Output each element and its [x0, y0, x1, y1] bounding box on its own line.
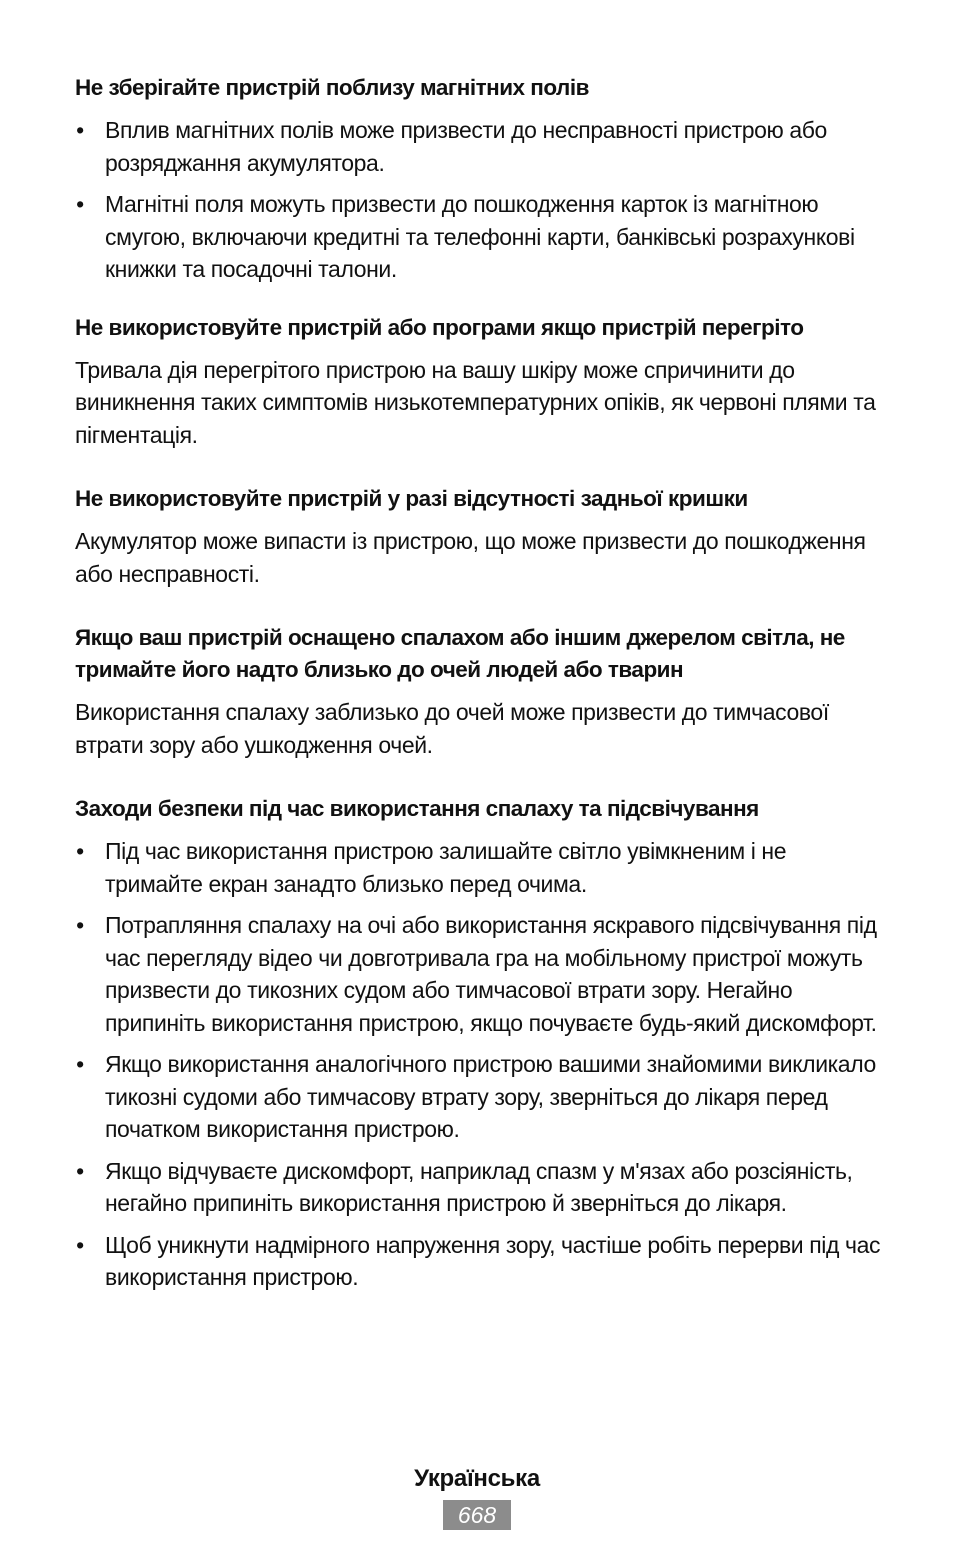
list-item	[75, 835, 885, 900]
section-paragraph: Акумулятор може випасти із пристрою, що може призвести до пошкодження або несправності.	[75, 528, 866, 587]
list-item	[75, 909, 885, 1039]
section-back-cover	[75, 483, 885, 590]
bullet-icon: •	[76, 838, 84, 864]
document-body	[75, 72, 885, 1303]
page-footer	[0, 1462, 954, 1530]
list-item-text: Щоб уникнути надмірного напруження зору, частіше робіть перерви під час використання пристрою.	[105, 1231, 881, 1290]
bullet-icon: •	[76, 191, 84, 217]
list-item	[75, 114, 885, 179]
list-item-text: Магнітні поля можуть призвести до пошкодження карток із магнітною смугою, включаючи кредитні та телефонні карти, банківські розрахункові книжки та посадочні талони.	[105, 191, 855, 282]
list-item	[75, 188, 885, 286]
section-flash-eyes	[75, 622, 885, 761]
section-heading: Заходи безпеки під час використання спалаху та підсвічування	[75, 796, 759, 821]
bullet-list	[75, 114, 885, 286]
section-heading: Не використовуйте пристрій або програми якщо пристрій перегріто	[75, 314, 804, 340]
list-item	[75, 1048, 885, 1146]
section-magnetic-fields	[75, 72, 885, 286]
list-item	[75, 1155, 885, 1220]
section-flash-safety	[75, 793, 885, 1294]
bullet-icon: •	[76, 1231, 84, 1258]
section-paragraph: Використання спалаху заблизько до очей може призвести до тимчасової втрати зору або ушкодження очей.	[75, 699, 829, 758]
section-heading: Якщо ваш пристрій оснащено спалахом або іншим джерелом світла, не тримайте його надто близько до очей людей або тварин	[75, 625, 845, 682]
bullet-list	[75, 835, 885, 1294]
section-heading: Не використовуйте пристрій у разі відсутності задньої кришки	[75, 486, 748, 511]
section-paragraph: Тривала дія перегрітого пристрою на вашу шкіру може спричинити до виникнення таких симптомів низькотемпературних опіків, як червоні плями та пігментація.	[75, 356, 876, 448]
list-item-text: Під час використання пристрою залишайте світло увімкненим і не тримайте екран занадто близько перед очима.	[105, 838, 787, 897]
list-item-text: Якщо використання аналогічного пристрою вашими знайомими викликало тикозні судоми або тимчасову втрату зору, зверніться до лікаря перед початком використання пристрою.	[105, 1051, 876, 1142]
list-item-text: Вплив магнітних полів може призвести до несправності пристрою або розряджання акумулятора.	[105, 117, 827, 176]
list-item-text: Потрапляння спалаху на очі або використання яскравого підсвічування під час перегляду відео чи довготривала гра на мобільному пристрої можуть призвести до тикозних судом або тимчасової втрати зору. Негайно припиніть використання пристрою, якщо почуваєте будь-який дискомфорт.	[105, 912, 877, 1036]
page-number-badge: 668	[443, 1500, 511, 1530]
list-item	[75, 1229, 885, 1294]
list-item-text: Якщо відчуваєте дискомфорт, наприклад спазм у м'язах або розсіяність, негайно припиніть використання пристрою й зверніться до лікаря.	[105, 1157, 853, 1216]
bullet-icon: •	[76, 1051, 84, 1077]
section-overheating	[75, 312, 885, 452]
bullet-icon: •	[76, 1157, 84, 1184]
bullet-icon: •	[76, 912, 84, 938]
bullet-icon: •	[76, 117, 84, 143]
footer-language: Українська	[414, 1465, 540, 1492]
section-heading: Не зберігайте пристрій поблизу магнітних полів	[75, 75, 589, 100]
